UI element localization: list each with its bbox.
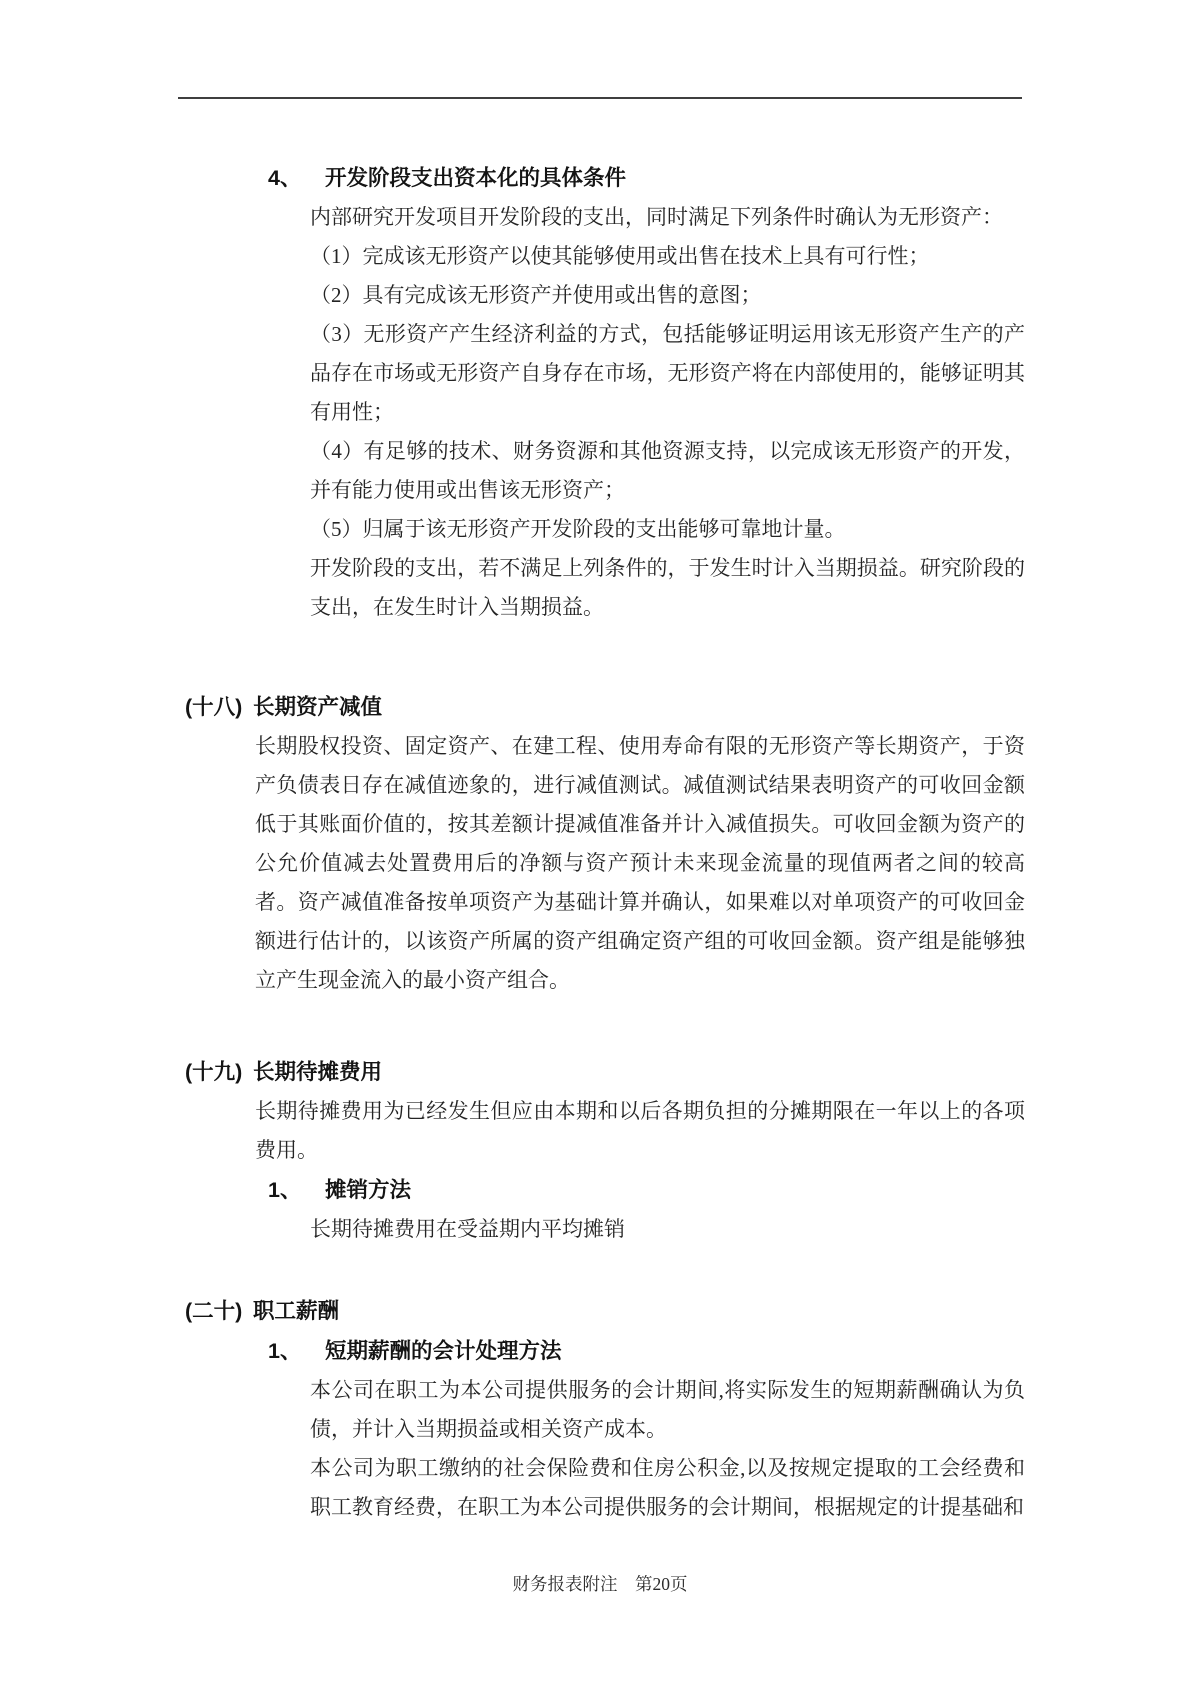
page-footer bbox=[0, 1571, 1200, 1597]
section-18-heading bbox=[185, 687, 1200, 727]
short-term-pay-paragraph-1: 本公司在职工为本公司提供服务的会计期间,将实际发生的短期薪酬确认为负债，并计入当期损益或相关资产成本。 bbox=[310, 1378, 1025, 1441]
section-18 bbox=[0, 687, 1200, 1000]
subsection-4-title: 开发阶段支出资本化的具体条件 bbox=[325, 166, 627, 190]
subsection-4-heading bbox=[268, 158, 1200, 198]
section-18-label: (十八) bbox=[185, 695, 243, 719]
condition-item-3: （3）无形资产产生经济利益的方式，包括能够证明运用该无形资产生产的产品存在市场或无形资产自身存在市场，无形资产将在内部使用的，能够证明其有用性； bbox=[310, 322, 1025, 424]
paragraph-closing: 开发阶段的支出，若不满足上列条件的，于发生时计入当期损益。研究阶段的支出，在发生时计入当期损益。 bbox=[310, 556, 1025, 619]
condition-item-2: （2）具有完成该无形资产并使用或出售的意图； bbox=[310, 283, 762, 307]
section-20-sub-body bbox=[310, 1371, 1025, 1527]
condition-item-5: （5）归属于该无形资产开发阶段的支出能够可靠地计量。 bbox=[310, 517, 846, 541]
section-19-title: 长期待摊费用 bbox=[253, 1060, 383, 1084]
condition-item-1: （1）完成该无形资产以使其能够使用或出售在技术上具有可行性； bbox=[310, 244, 930, 268]
section-18-body: 长期股权投资、固定资产、在建工程、使用寿命有限的无形资产等长期资产，于资产负债表日存在减值迹象的，进行减值测试。减值测试结果表明资产的可收回金额低于其账面价值的，按其差额计提减值准备并计入减值损失。可收回金额为资产的公允价值减去处置费用后的净额与资产预计未来现金流量的现值两者之间的较高者。资产减值准备按单项资产为基础计算并确认，如果难以对单项资产的可收回金额进行估计的，以该资产所属的资产组确定资产组的可收回金额。资产组是能够独立产生现金流入的最小资产组合。 bbox=[255, 734, 1025, 992]
section-20-heading bbox=[185, 1291, 1200, 1331]
section-20-sub-title: 短期薪酬的会计处理方法 bbox=[325, 1339, 562, 1363]
section-19-heading bbox=[185, 1052, 1200, 1092]
section-20-label: (二十) bbox=[185, 1299, 243, 1323]
section-19-body: 长期待摊费用为已经发生但应由本期和以后各期负担的分摊期限在一年以上的各项费用。 bbox=[255, 1099, 1025, 1162]
paragraph-intro: 内部研究开发项目开发阶段的支出，同时满足下列条件时确认为无形资产： bbox=[310, 205, 1003, 229]
section-20-title: 职工薪酬 bbox=[253, 1299, 340, 1323]
amortization-method-text: 长期待摊费用在受益期内平均摊销 bbox=[310, 1217, 625, 1241]
section-19-label: (十九) bbox=[185, 1060, 243, 1084]
section-19-sub-heading bbox=[268, 1170, 1200, 1210]
subsection-4-body bbox=[310, 198, 1025, 627]
subsection-4-number: 4、 bbox=[268, 166, 302, 190]
section-18-title: 长期资产减值 bbox=[253, 695, 383, 719]
section-20 bbox=[0, 1291, 1200, 1527]
header-rule bbox=[178, 97, 1022, 99]
section-20-sub-number: 1、 bbox=[268, 1339, 302, 1363]
section-19-sub-body bbox=[310, 1210, 1025, 1249]
section-19-sub-title: 摊销方法 bbox=[325, 1178, 412, 1202]
section-19 bbox=[0, 1052, 1200, 1249]
page-content bbox=[0, 158, 1200, 1527]
footer-text: 财务报表附注 第20页 bbox=[512, 1574, 688, 1594]
section-20-sub-heading bbox=[268, 1331, 1200, 1371]
section-19-sub-number: 1、 bbox=[268, 1178, 302, 1202]
condition-item-4: （4）有足够的技术、财务资源和其他资源支持，以完成该无形资产的开发，并有能力使用或出售该无形资产； bbox=[310, 439, 1025, 502]
short-term-pay-paragraph-2: 本公司为职工缴纳的社会保险费和住房公积金,以及按规定提取的工会经费和职工教育经费，在职工为本公司提供服务的会计期间，根据规定的计提基础和 bbox=[310, 1456, 1025, 1519]
